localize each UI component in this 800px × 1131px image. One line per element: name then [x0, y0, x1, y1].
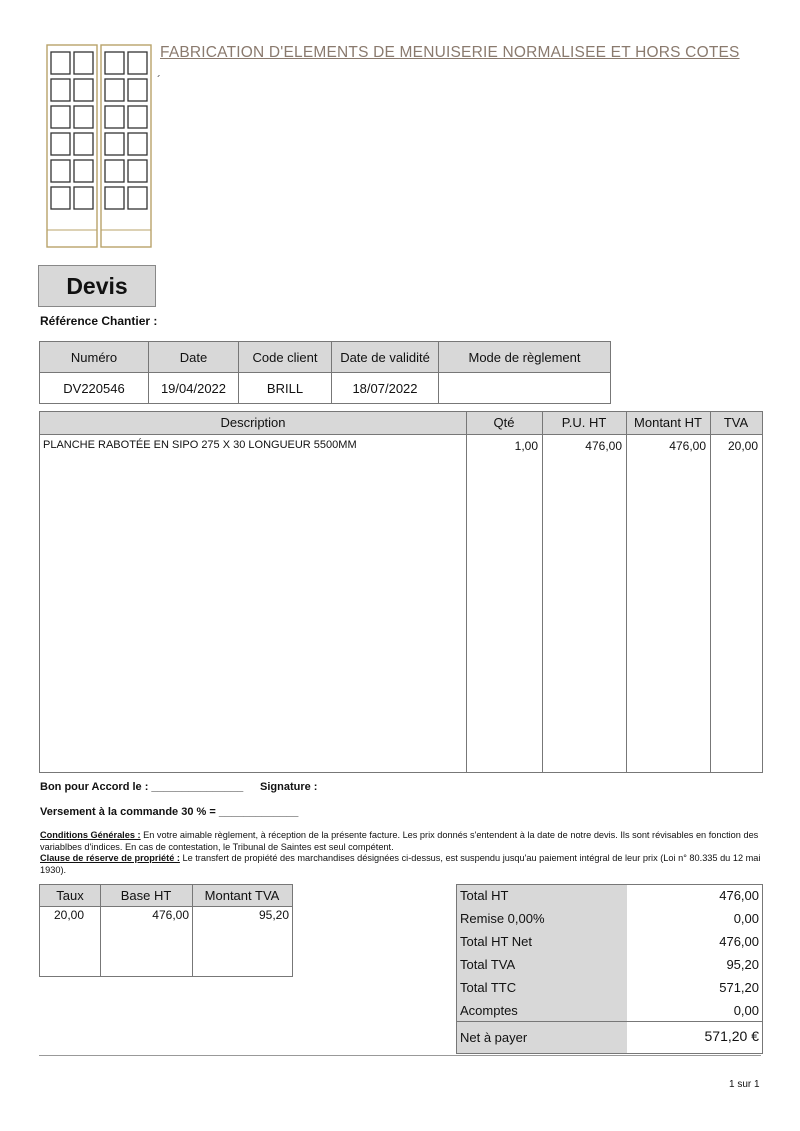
header-date: Date — [149, 342, 239, 373]
tva-header-base: Base HT — [120, 888, 172, 903]
total-ht-value: 476,00 — [719, 888, 759, 903]
stray-mark: ´ — [157, 73, 161, 87]
column-divider — [542, 412, 543, 772]
net-a-payer-value: 571,20 € — [704, 1028, 759, 1044]
reference-chantier-label: Référence Chantier : — [40, 314, 158, 328]
total-ttc-value: 571,20 — [719, 980, 759, 995]
total-ttc-label: Total TTC — [460, 980, 517, 995]
col-header-tva: TVA — [723, 415, 749, 430]
clause-reserve-text: Le transfert de propiété des marchandises désignées ci-dessus, est suspendu jusqu'au paiement intégral de leur prix (Loi n° 80.335 du 12 mai 1930). — [40, 853, 761, 875]
line-amount: 476,00 — [669, 439, 706, 453]
totals-divider — [457, 1021, 762, 1022]
payment-mode — [439, 373, 611, 404]
col-header-amount: Montant HT — [634, 415, 702, 430]
header-date-validite: Date de validité — [332, 342, 439, 373]
acomptes-label: Acomptes — [460, 1003, 518, 1018]
total-ht-net-label: Total HT Net — [460, 934, 533, 949]
remise-label: Remise 0,00% — [460, 911, 545, 926]
totals-box — [456, 884, 763, 1054]
client-code: BRILL — [239, 373, 332, 404]
clause-reserve-label: Clause de réserve de propriété : — [40, 853, 180, 863]
line-description: PLANCHE RABOTÉE EN SIPO 275 X 30 LONGUEUR 5500MM — [43, 439, 357, 451]
total-tva-value: 95,20 — [726, 957, 759, 972]
tva-header-montant: Montant TVA — [204, 888, 280, 903]
footer-divider — [39, 1055, 761, 1056]
header-mode-reglement: Mode de règlement — [439, 342, 611, 373]
total-ht-net-value: 476,00 — [719, 934, 759, 949]
acomptes-value: 0,00 — [733, 1003, 759, 1018]
total-ht-label: Total HT — [460, 888, 509, 903]
column-divider — [466, 412, 467, 772]
line-qty: 1,00 — [514, 439, 538, 453]
col-header-qty: Qté — [493, 415, 515, 430]
quote-date: 19/04/2022 — [149, 373, 239, 404]
quote-number: DV220546 — [40, 373, 149, 404]
header-code-client: Code client — [239, 342, 332, 373]
bon-pour-accord-field: Bon pour Accord le : _______________ — [40, 781, 244, 793]
tva-amount: 95,20 — [258, 908, 289, 922]
line-tva: 20,00 — [727, 439, 758, 453]
quote-info-table — [39, 341, 611, 404]
tva-base: 476,00 — [152, 908, 189, 922]
column-divider — [626, 412, 627, 772]
col-header-unit-price: P.U. HT — [561, 415, 607, 430]
tva-rate: 20,00 — [54, 908, 85, 922]
remise-value: 0,00 — [733, 911, 759, 926]
signature-label: Signature : — [260, 781, 318, 793]
versement-field: Versement à la commande 30 % = _____________ — [40, 806, 299, 818]
conditions-generales-label: Conditions Générales : — [40, 830, 141, 840]
header-numero: Numéro — [40, 342, 149, 373]
conditions-generales-text: En votre aimable règlement, à réception de la présente facture. Les prix donnés s'entendent à la date de notre devis. Ils sont révisables en fonction des variablbes d'indices. En cas de contestation, le Tribunal de Saintes est seul compétent. — [40, 830, 759, 852]
line-items-table — [39, 411, 763, 773]
net-a-payer-label: Net à payer — [460, 1030, 528, 1045]
terms-conditions — [40, 830, 765, 876]
total-tva-label: Total TVA — [460, 957, 516, 972]
company-tagline: FABRICATION D'ELEMENTS DE MENUISERIE NORMALISEE ET HORS COTES — [160, 44, 740, 61]
document-title: Devis — [38, 265, 156, 307]
col-header-description: Description — [220, 415, 286, 430]
tva-breakdown-table — [39, 884, 293, 977]
company-logo — [46, 44, 156, 248]
line-unit-price: 476,00 — [585, 439, 622, 453]
validity-date: 18/07/2022 — [332, 373, 439, 404]
tva-header-taux: Taux — [56, 888, 84, 903]
column-divider — [710, 412, 711, 772]
page-number: 1 sur 1 — [729, 1079, 760, 1090]
